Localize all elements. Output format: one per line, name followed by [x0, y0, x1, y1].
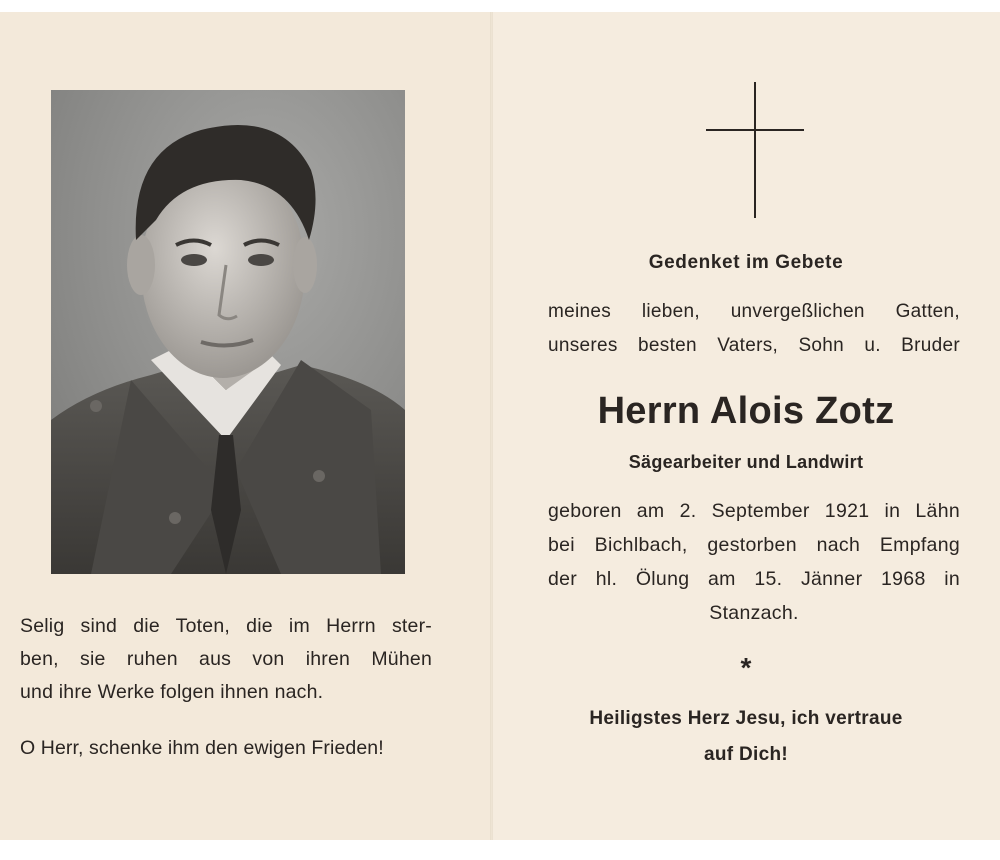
heading: Gedenket im Gebete: [648, 252, 844, 273]
bio-line: geboren am 2. September 1921 in Lähn: [548, 500, 960, 522]
intro-line: unseres besten Vaters, Sohn u. Bruder: [548, 335, 960, 356]
asterisk-separator: *: [740, 652, 752, 683]
bio-line: bei Bichlbach, gestorben nach Empfang: [548, 534, 960, 556]
closing-prayer: O Herr, schenke ihm den ewigen Frieden!: [20, 737, 384, 759]
devotion-line: Heiligstes Herz Jesu, ich vertraue: [589, 708, 903, 729]
verse-line: Selig sind die Toten, die im Herrn ster-: [20, 615, 432, 637]
verse-line: ben, sie ruhen aus von ihren Mühen: [20, 648, 432, 670]
left-panel: [0, 12, 492, 840]
portrait-illustration: [51, 90, 405, 574]
bio-line: Stanzach.: [709, 602, 799, 624]
intro-text: [548, 295, 960, 363]
verse-line: und ihre Werke folgen ihnen nach.: [20, 681, 324, 703]
portrait-photo: [51, 90, 405, 574]
bio-line: der hl. Ölung am 15. Jänner 1968 in: [548, 568, 960, 590]
biography: [548, 494, 960, 630]
occupation: Sägearbeiter und Landwirt: [628, 452, 864, 472]
latin-cross-icon: [706, 82, 804, 218]
intro-line: meines lieben, unvergeßlichen Gatten,: [548, 301, 960, 322]
deceased-name: Herrn Alois Zotz: [597, 390, 895, 432]
devotion-line: auf Dich!: [704, 744, 788, 765]
memorial-card: [0, 12, 1000, 840]
bible-verse: [20, 610, 432, 709]
